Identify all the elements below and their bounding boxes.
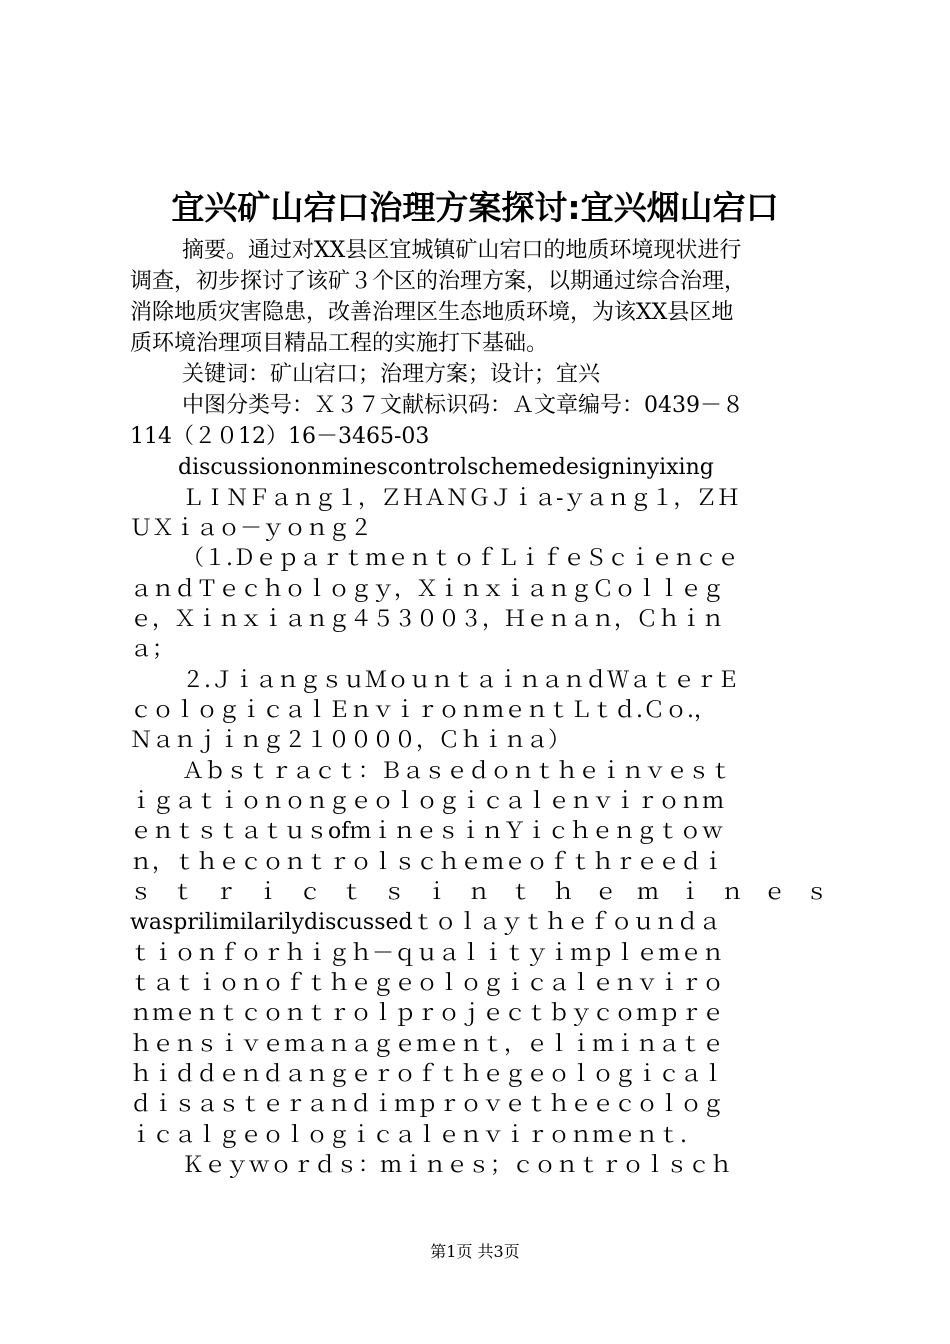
english-title: discussiononminescontrolschemedesigninyixing bbox=[178, 455, 714, 480]
abstract-en-line: ｎｍｅｎｔｃｏｎｔｒｏｌｐｒｏｊｅｃｔｂｙｃｏｍｐｒｅ bbox=[130, 1001, 725, 1026]
spread-char: ｔ bbox=[510, 880, 533, 905]
spread-char: ｅ bbox=[594, 880, 617, 905]
affiliation-line: （１.ＤｅｐａｒｔｍｅｎｔｏｆＬｉｆｅＳｃｉｅｎｃｅ bbox=[182, 546, 739, 571]
spread-char: ｅ bbox=[763, 880, 786, 905]
abstract-en-line: ｉｃａｌｇｅｏｌｏｇｉｃａｌｅｎｖｉｒｏｎｍｅｎｔ. bbox=[130, 1123, 687, 1148]
affiliation-line: ｅ，Ｘｉｎｘｉａｎｇ４５３００３，Ｈｅｎａｎ，Ｃｈｉｎ bbox=[130, 607, 725, 632]
affiliation-line: Ｎａｎｊｉｎｇ２１００００，Ｃｈｉｎａ） bbox=[130, 728, 571, 753]
affiliation-line: ａｎｄＴｅｃｈｏｌｏｇｙ，ＸｉｎｘｉａｎｇＣｏｌｌｅｇ bbox=[130, 577, 725, 602]
keywords-cn: 关键词：矿山宕口；治理方案；设计；宜兴 bbox=[182, 362, 601, 387]
spread-char: ｉ bbox=[425, 880, 448, 905]
abstract-en-line: ｄｉｓａｓｔｅｒａｎｄｉｍｐｒｏｖｅｔｈｅｅｃｏｌｏｇ bbox=[130, 1092, 725, 1117]
abstract-en-line: ｈｉｄｄｅｎｄａｎｇｅｒｏｆｔｈｅｇｅｏｌｏｇｉｃａｌ bbox=[130, 1062, 725, 1087]
spread-char: ｔ bbox=[341, 880, 364, 905]
keywords-en: Ｋｅｙｗｏｒｄｓ：ｍｉｎｅｓ；ｃｏｎｔｒｏｌｓｃｈ bbox=[182, 1153, 733, 1178]
spread-char: ｎ bbox=[721, 880, 744, 905]
spread-char: ｉ bbox=[256, 880, 279, 905]
authors-line: ＬＩＮＦａｎｇ１，ＺＨＡＮＧＪｉａ-ｙａｎｇ１，ＺＨ bbox=[182, 486, 740, 511]
abstract-en-line: ｔｉｏｎｆｏｒｈｉｇｈ－ｑｕａｌｉｔｙｉｍｐｌｅｍｅｎ bbox=[130, 941, 725, 966]
abstract-en-line: ｎ，ｔｈｅｃｏｎｔｒｏｌｓｃｈｅｍｅｏｆｔｈｒｅｅｄｉ bbox=[130, 850, 725, 875]
document-title: 宜兴矿山宕口治理方案探讨:宜兴烟山宕口 bbox=[171, 188, 779, 227]
affiliation-line: ２.ＪｉａｎｇｓｕＭｏｕｎｔａｉｎａｎｄＷａｔｅｒＥ bbox=[182, 668, 739, 693]
spread-char: ｎ bbox=[467, 880, 490, 905]
affiliation-line: ａ； bbox=[130, 637, 175, 662]
spread-char: ｃ bbox=[298, 880, 321, 905]
abstract-cn-line: 质环境治理项目精品工程的实施打下基础。 bbox=[130, 331, 549, 356]
abstract-en-line: wasprilimilarilydiscussedｔｏｌａｙｔｈｅｆｏｕｎｄａ bbox=[130, 910, 721, 935]
abstract-en-line: Ａｂｓｔｒａｃｔ：Ｂａｓｅｄｏｎｔｈｅｉｎｖｅｓｔ bbox=[182, 759, 733, 784]
spread-char: ｓ bbox=[805, 880, 828, 905]
abstract-en-line: ｔａｔｉｏｎｏｆｔｈｅｇｅｏｌｏｇｉｃａｌｅｎｖｉｒｏ bbox=[130, 971, 725, 996]
classification-line: 中图分类号：Ｘ３７文献标识码：Ａ文章编号：0439－８ bbox=[182, 393, 744, 418]
spread-char: ｔ bbox=[172, 880, 195, 905]
spread-char: ｒ bbox=[214, 880, 237, 905]
spread-char: ｍ bbox=[636, 880, 659, 905]
abstract-en-line: ｅｎｔｓｔａｔｕｓofｍｉｎｅｓｉｎＹｉｃｈｅｎｇｔｏｗ bbox=[130, 819, 724, 844]
abstract-cn-line: 调查，初步探讨了该矿３个区的治理方案，以期通过综合治理， bbox=[130, 269, 747, 294]
abstract-en-line: ｈｅｎｓｉｖｅｍａｎａｇｅｍｅｎｔ，ｅｌｉｍｉｎａｔｅ bbox=[130, 1032, 725, 1057]
abstract-cn-line: 消除地质灾害隐患，改善治理区生态地质环境，为该XX县区地 bbox=[130, 300, 734, 325]
abstract-en-line bbox=[130, 878, 828, 908]
abstract-cn-line: 摘要。通过对XX县区宜城镇矿山宕口的地质环境现状进行 bbox=[182, 238, 742, 263]
spread-char: ｓ bbox=[130, 880, 153, 905]
authors-line: ＵＸｉａｏ－ｙｏｎｇ２ bbox=[130, 516, 373, 541]
page-footer: 第1页 共3页 bbox=[430, 1242, 520, 1261]
spread-char: ｉ bbox=[679, 880, 702, 905]
classification-line: 114（２０12）16－3465-03 bbox=[130, 424, 430, 449]
abstract-en-line: ｉｇａｔｉｏｎｏｎｇｅｏｌｏｇｉｃａｌｅｎｖｉｒｏｎｍ bbox=[130, 789, 725, 814]
affiliation-line: ｃｏｌｏｇｉｃａｌＥｎｖｉｒｏｎｍｅｎｔＬｔｄ.Ｃｏ.， bbox=[130, 698, 716, 723]
spread-char: ｈ bbox=[552, 880, 575, 905]
spread-char: ｓ bbox=[383, 880, 406, 905]
